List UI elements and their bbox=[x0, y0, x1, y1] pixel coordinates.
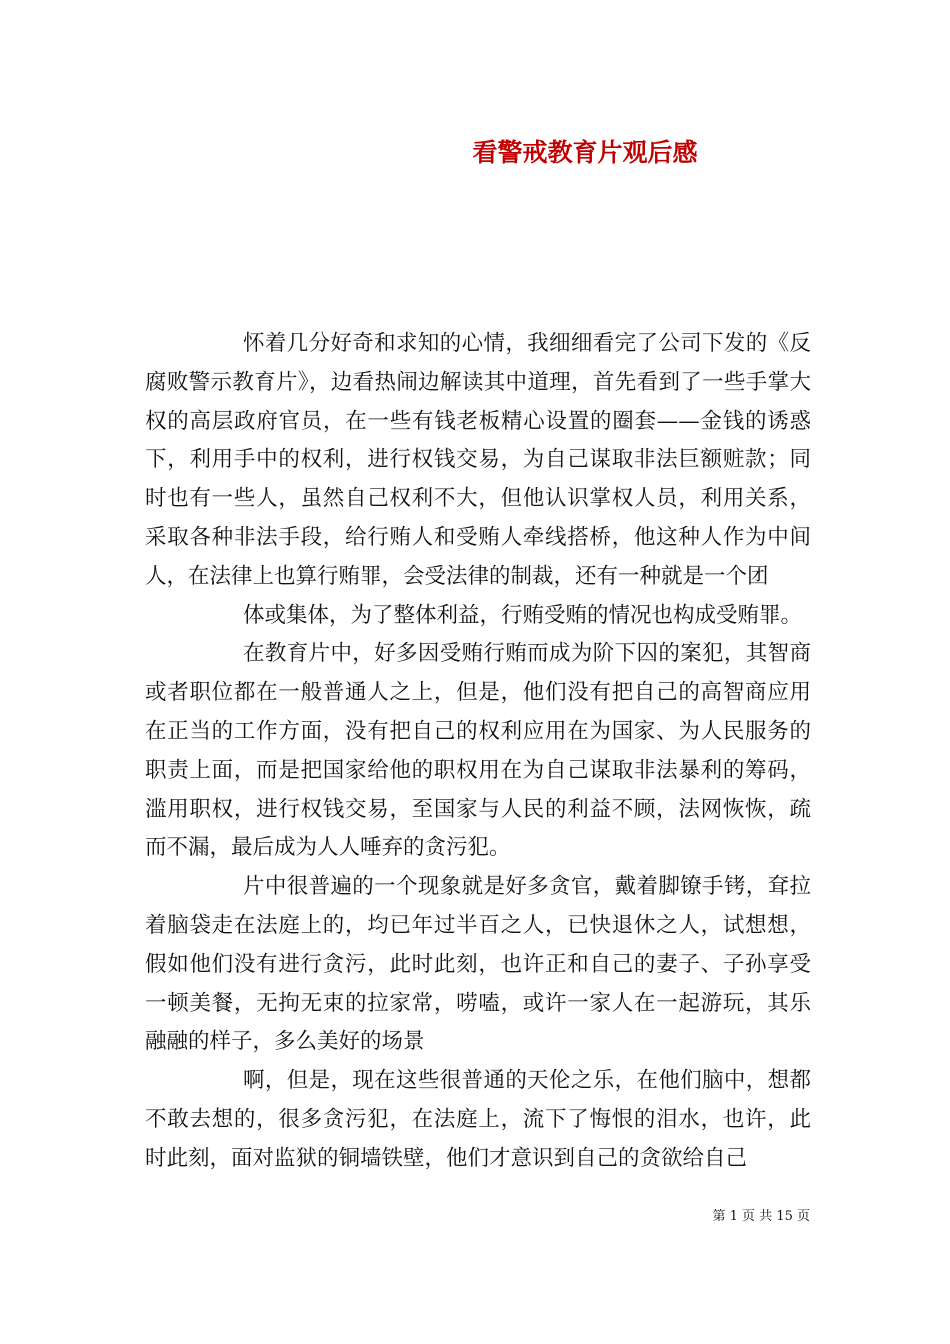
document-title: 看警戒教育片观后感 bbox=[472, 138, 698, 167]
page-number-footer: 第 1 页 共 15 页 bbox=[712, 1209, 810, 1224]
document-body bbox=[145, 325, 811, 1179]
paragraph-1: 怀着几分好奇和求知的心情，我细细看完了公司下发的《反腐败警示教育片》，边看热闹边解读其中道理，首先看到了一些手掌大权的高层政府官员，在一些有钱老板精心设置的圈套——金钱的诱惑下，利用手中的权利，进行权钱交易，为自己谋取非法巨额赃款；同时也有一些人，虽然自己权利不大，但他认识掌权人员，利用关系，采取各种非法手段，给行贿人和受贿人牵线搭桥，他这种人作为中间人，在法律上也算行贿罪，会受法律的制裁，还有一种就是一个团 bbox=[145, 331, 811, 589]
paragraph-3: 在教育片中，好多因受贿行贿而成为阶下囚的案犯，其智商或者职位都在一般普通人之上，但是，他们没有把自己的高智商应用在正当的工作方面，没有把自己的权利应用在为国家、为人民服务的职责上面，而是把国家给他的职权用在为自己谋取非法暴利的筹码，滥用职权，进行权钱交易，至国家与人民的利益不顾，法网恢恢，疏而不漏，最后成为人人唾弃的贪污犯。 bbox=[145, 641, 811, 861]
paragraph-4: 片中很普遍的一个现象就是好多贪官，戴着脚镣手铐，耷拉着脑袋走在法庭上的，均已年过半百之人，已快退休之人，试想想，假如他们没有进行贪污，此时此刻，也许正和自己的妻子、子孙享受一顿美餐，无拘无束的拉家常，唠嗑，或许一家人在一起游玩，其乐融融的样子，多么美好的场景 bbox=[145, 874, 811, 1055]
paragraph-2: 体或集体，为了整体利益，行贿受贿的情况也构成受贿罪。 bbox=[243, 602, 803, 628]
paragraph-5: 啊，但是，现在这些很普通的天伦之乐，在他们脑中，想都不敢去想的，很多贪污犯，在法庭上，流下了悔恨的泪水，也许，此时此刻，面对监狱的铜墙铁壁，他们才意识到自己的贪欲给自己 bbox=[145, 1068, 811, 1171]
